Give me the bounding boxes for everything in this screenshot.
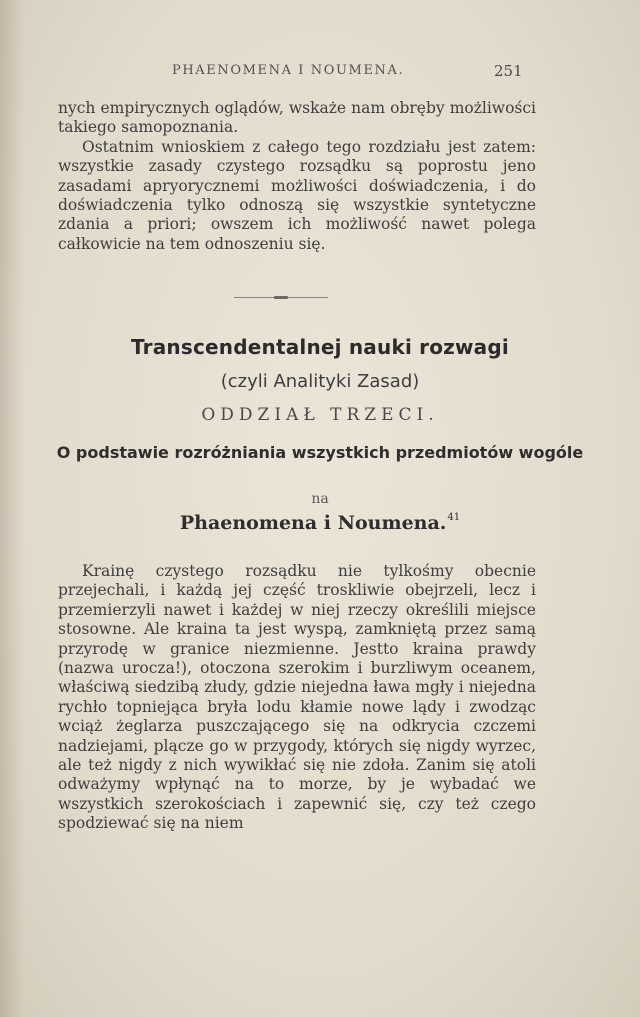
intro-text xyxy=(58,99,536,254)
section-topic: O podstawie rozróżniania wszystkich przedmiotów wogóle xyxy=(56,443,584,462)
part-heading: Transcendentalnej nauki rozwagi xyxy=(131,335,509,359)
paragraph-conclusion: Ostatnim wnioskiem z całego tego rozdziału jest zatem: wszystkie zasady czystego rozsądku są poprostu jeno zasadami apryorycznemi możliwości doświadczenia, i do doświadczenia tylko odnoszą się wszystkie syntetyczne zdania a priori; owszem ich możliwość nawet polega całkowicie na tem odnoszeniu się. xyxy=(58,137,536,253)
section-heading: ODDZIAŁ TRZECI. xyxy=(201,405,439,425)
paragraph-continuation: nych empirycznych oglądów, wskaże nam obręby możliwości takiego samopoznania. xyxy=(58,99,536,137)
footnote-marker: 41 xyxy=(447,512,461,523)
body-text xyxy=(58,562,536,834)
paragraph-body: Krainę czystego rozsądku nie tylkośmy obecnie przejechali, i każdą jej część troskliwie obejrzeli, lecz i przemierzyli nawet i każdej w niej rzeczy określili miejsce stosowne. Ale kraina ta jest wyspą, zamkniętą przez samą przyrodę w granice niezmienne. Jestto kraina prawdy (nazwa urocza!), otoczona szerokim i burzliwym oceanem, właściwą siedzibą złudy, gdzie niejedna ława mgły i niejedna rychło topniejąca bryła lodu kłamie nowe lądy i zwodząc wciąż żeglarza puszczającego się na odkrycia czczemi nadziejami, plącze go w przygody, których się nigdy wyrzec, ale też nigdy z nich wywikłać się nie zdoła. Zanim się atoli odważymy wpłynąć na to morze, by je wybadać we wszystkich szerokościach i zapewnić się, czy też czego spodziewać się na niem xyxy=(58,562,536,833)
running-head: PHAENOMENA I NOUMENA. xyxy=(172,63,405,78)
page-gutter-shadow xyxy=(0,0,24,1017)
section-title-text: Phaenomena i Noumena. xyxy=(179,512,447,534)
part-subtitle: (czyli Analityki Zasad) xyxy=(220,371,420,392)
page-number: 251 xyxy=(494,62,523,80)
section-title xyxy=(0,512,640,534)
section-divider xyxy=(234,297,328,298)
topic-connector: na xyxy=(311,491,329,507)
